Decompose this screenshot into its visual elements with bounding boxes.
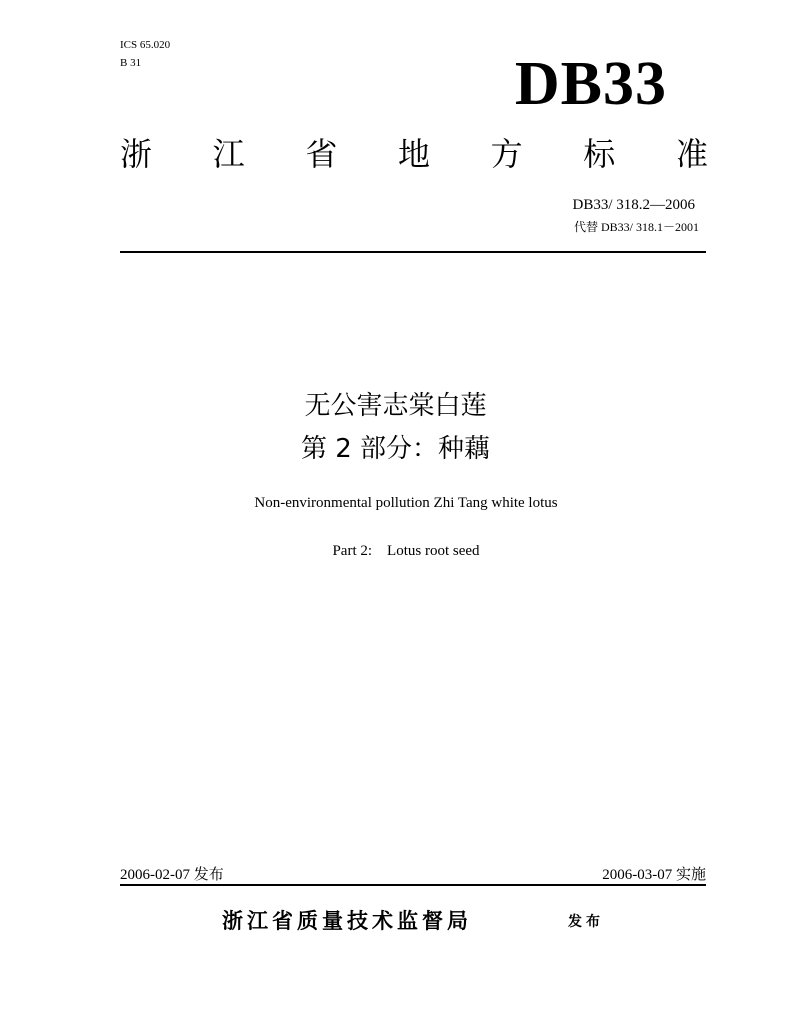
issuing-label: 发布: [568, 914, 604, 930]
title-cn-main: 无公害志棠白莲: [304, 391, 487, 421]
standard-logo: DB33: [514, 50, 667, 118]
issue-date: 2006-02-07 发布: [120, 867, 224, 883]
bottom-divider: [120, 884, 706, 886]
standard-type-char: 浙: [120, 135, 153, 173]
standard-number: DB33/ 318.2—2006: [572, 197, 695, 213]
title-en-part: Part 2: Lotus root seed: [332, 543, 480, 559]
standard-type-char: 省: [305, 135, 338, 173]
standard-type-char: 准: [675, 135, 708, 173]
standard-type-char: 标: [583, 135, 616, 173]
top-divider: [120, 251, 706, 253]
implementation-date: 2006-03-07 实施: [602, 867, 706, 883]
title-en-main: Non-environmental pollution Zhi Tang white lotus: [254, 495, 558, 511]
ics-code: ICS 65.020: [120, 39, 171, 51]
standard-type-char: 江: [212, 135, 245, 173]
issuing-authority: 浙江省质量技术监督局: [222, 909, 472, 933]
replaced-standard: 代替 DB33/ 318.1－2001: [573, 220, 699, 234]
standard-type-char: 地: [397, 135, 430, 173]
standard-type-char: 方: [490, 135, 523, 173]
ccs-code: B 31: [120, 57, 142, 69]
standard-type-heading: [120, 133, 708, 175]
title-cn-part: 第 2 部分：种藕: [300, 434, 491, 464]
